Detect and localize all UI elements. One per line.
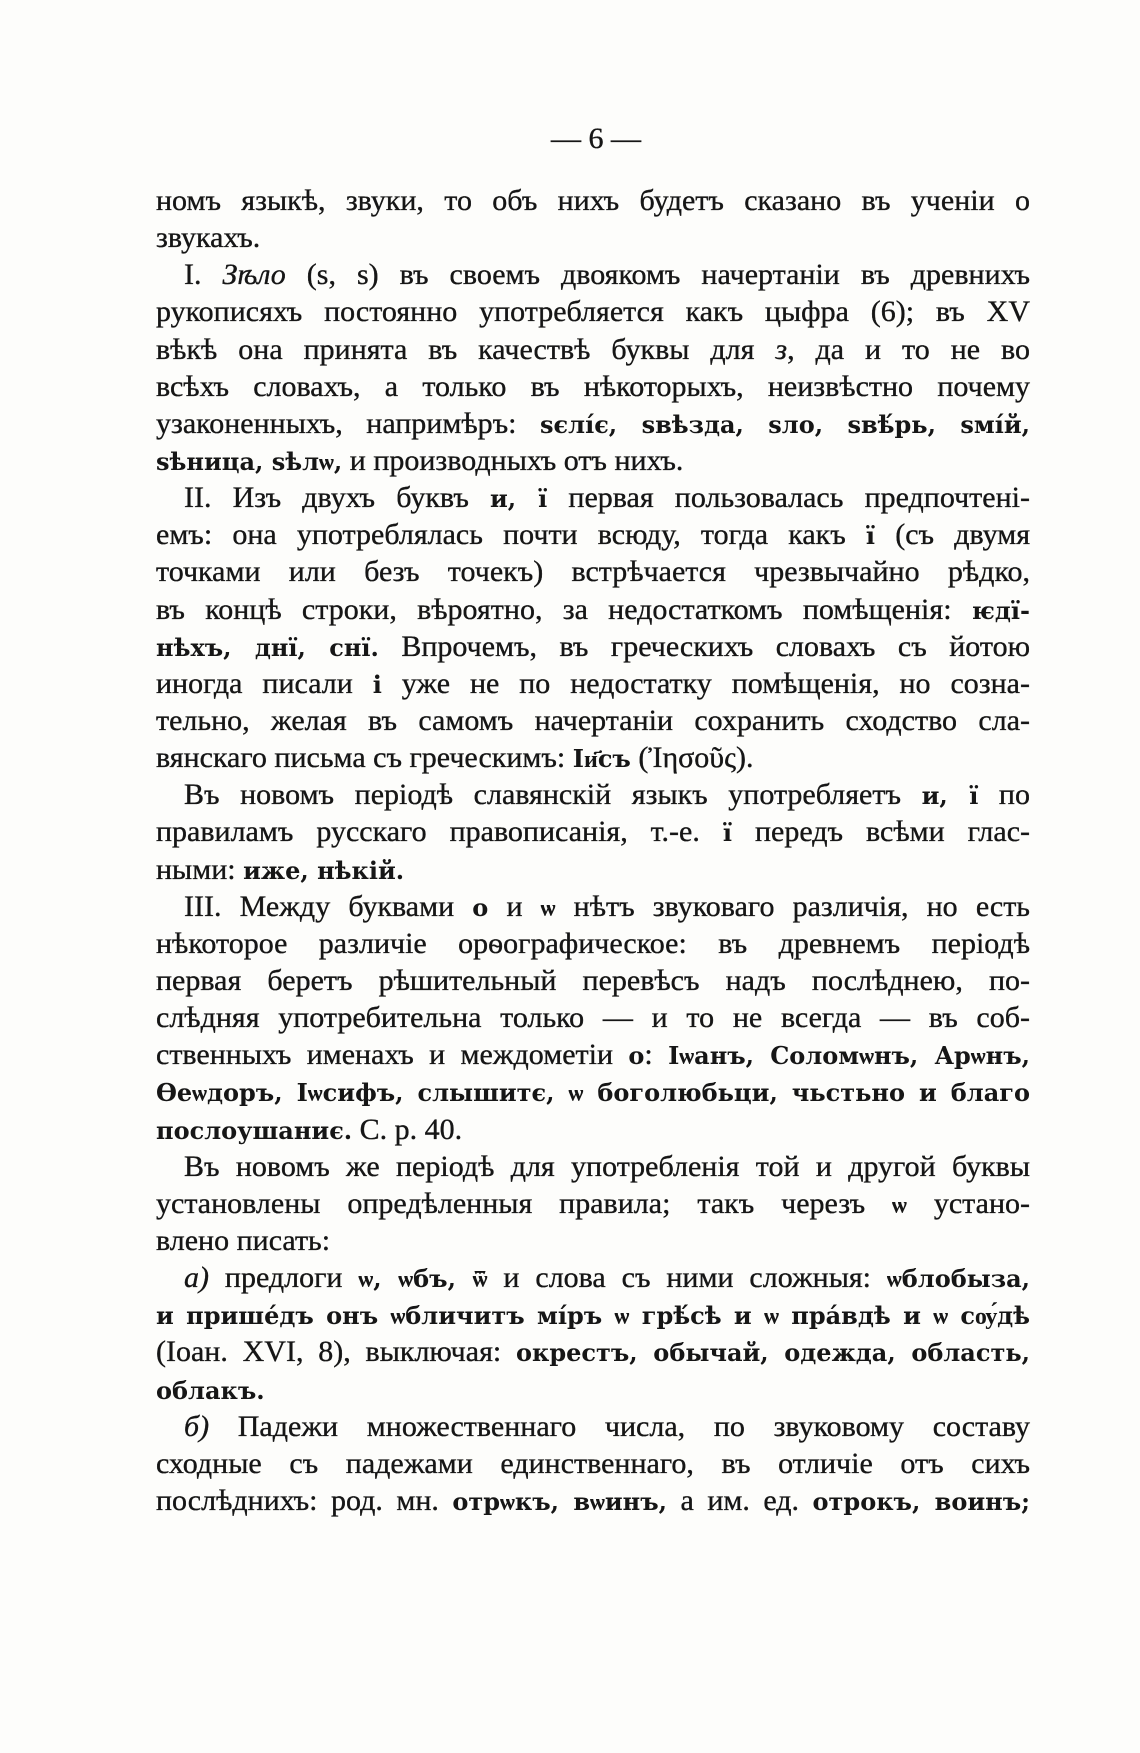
text-line — [156, 219, 1030, 256]
text-segment: Въ новомъ же періодѣ для употребленія той и другой буквы — [184, 1149, 1030, 1183]
slavonic-text: окрестъ, обычай, одежда, область, — [516, 1338, 1030, 1368]
text-line — [156, 888, 1030, 925]
text-segment: (съ двумя — [875, 518, 1030, 552]
text-segment: емъ: она употреблялась почти всюду, тогда какъ — [156, 518, 866, 552]
text-line — [156, 1371, 1030, 1408]
text-segment: первая беретъ рѣшительный перевѣсъ надъ послѣднею, по- — [156, 963, 1030, 997]
text-segment: I. — [184, 258, 223, 292]
text-line — [156, 1259, 1030, 1296]
text-line — [156, 405, 1030, 442]
text-segment: установлены опредѣленныя правила; такъ черезъ — [156, 1186, 893, 1220]
text-segment: уже не по недостатку помѣщенія, но созна- — [381, 666, 1030, 700]
slavonic-text: ѡблобыза, — [886, 1264, 1030, 1294]
text-segment: С. р. 40. — [352, 1112, 463, 1146]
text-segment: а им. ед. — [667, 1483, 813, 1517]
slavonic-text: о — [628, 1041, 645, 1071]
text-line — [156, 1036, 1030, 1073]
text-segment: устано- — [906, 1186, 1030, 1220]
text-line — [156, 479, 1030, 516]
text-line — [156, 256, 1030, 293]
text-line — [156, 1222, 1030, 1259]
slavonic-text: облакъ. — [156, 1375, 265, 1405]
text-segment: (Ἰησοῦς). — [630, 741, 754, 775]
text-line — [156, 851, 1030, 888]
text-line — [156, 739, 1030, 776]
text-segment: сходные съ падежами единственнаго, въ отличіе отъ сихъ — [156, 1446, 1030, 1480]
slavonic-text: Іи҃съ — [572, 744, 631, 774]
slavonic-text: Іѡанъ, Соломѡнъ, Арѡнъ, — [668, 1041, 1030, 1071]
slavonic-text: отрѡкъ, вѡинъ, — [452, 1486, 668, 1516]
page-number: — 6 — — [551, 122, 641, 155]
slavonic-text: Ѳеѡдоръ, Іѡсифъ, слышитє, ѡ боголюбьци, чьстьно и благо — [156, 1078, 1030, 1108]
slavonic-text: послоушаниє. — [156, 1115, 353, 1145]
text-segment: тельно, желая въ самомъ начертаніи сохранить сходство сла- — [156, 703, 1030, 737]
slavonic-text: і — [372, 669, 382, 699]
text-segment: всѣхъ словахъ, а только въ нѣкоторыхъ, неизвѣстно почему — [156, 369, 1030, 403]
text-line — [156, 591, 1030, 628]
italic-text: а) — [184, 1261, 209, 1295]
italic-text: з — [775, 332, 788, 366]
text-segment: иногда писали — [156, 666, 373, 700]
text-segment: влено писать: — [156, 1223, 331, 1257]
text-segment: точками или безъ точекъ) встрѣчается чрезвычайно рѣдко, — [156, 555, 1030, 589]
text-segment: вѣкѣ она принята въ качествѣ буквы для — [156, 332, 776, 366]
page-text — [156, 182, 1030, 1519]
text-segment: правиламъ русскаго правописанія, т.-е. — [156, 815, 723, 849]
text-line — [156, 702, 1030, 739]
text-line — [156, 776, 1030, 813]
slavonic-text: ї — [865, 521, 876, 551]
text-line — [156, 368, 1030, 405]
text-segment: узаконенныхъ, напримѣръ: — [156, 406, 541, 440]
text-segment: : — [644, 1038, 669, 1072]
text-line — [156, 999, 1030, 1036]
text-segment: (Іоан. XVI, 8), выключая: — [156, 1335, 517, 1369]
text-segment: Впрочемъ, въ греческихъ словахъ съ йотою — [378, 629, 1030, 663]
text-segment: и слова съ ними сложныя: — [487, 1261, 887, 1295]
text-segment: (ѕ, ѕ) въ своемъ двоякомъ начертаніи въ древнихъ — [285, 258, 1030, 292]
slavonic-text: ѕєлі́є, ѕвѣзда, ѕло, ѕвѣ́рь, ѕмі́й, — [540, 409, 1030, 439]
slavonic-text: нѣхъ, днї, снї. — [156, 632, 379, 662]
text-line — [156, 665, 1030, 702]
text-segment: передъ всѣми глас- — [731, 815, 1031, 849]
slavonic-text: и, ї — [489, 484, 548, 514]
text-segment: , да и то не во — [787, 332, 1030, 366]
slavonic-text: и, ї — [921, 781, 979, 811]
text-segment: послѣднихъ: род. мн. — [156, 1483, 453, 1517]
text-segment: вянскаго письма съ греческимъ: — [156, 741, 573, 775]
text-segment: Падежи множественнаго числа, по звуковому составу — [209, 1409, 1030, 1443]
slavonic-text: ѕѣница, ѕѣлѡ, — [156, 446, 343, 476]
text-line — [156, 553, 1030, 590]
text-segment: нѣтъ звуковаго различія, но есть — [555, 889, 1030, 923]
slavonic-text: и прише́дъ онъ ѡбличитъ мі́ръ ѡ грѣ́сѣ и ѡ пра́вдѣ и ѡ сѹ́дѣ — [156, 1301, 1030, 1331]
italic-text: б) — [184, 1409, 210, 1443]
text-segment: III. Между буквами — [184, 889, 473, 923]
text-line — [156, 442, 1030, 479]
text-segment: II. Изъ двухъ буквъ — [184, 481, 490, 515]
text-line — [156, 962, 1030, 999]
text-line — [156, 331, 1030, 368]
text-line — [156, 1148, 1030, 1185]
text-segment: ными: — [156, 852, 244, 886]
text-line — [156, 293, 1030, 330]
slavonic-text: ѥдї- — [971, 595, 1030, 625]
text-segment: ственныхъ именахъ и междометіи — [156, 1038, 629, 1072]
text-line — [156, 1482, 1030, 1519]
text-segment: въ концѣ строки, вѣроятно, за недостаткомъ помѣщенія: — [156, 592, 972, 626]
text-line — [156, 813, 1030, 850]
text-line — [156, 1073, 1030, 1110]
text-line — [156, 1333, 1030, 1370]
slavonic-text: о — [472, 892, 489, 922]
text-line — [156, 628, 1030, 665]
text-segment: звукахъ. — [156, 221, 261, 255]
text-segment: нѣкоторое различіе орѳографическое: въ древнемъ періодѣ — [156, 926, 1030, 960]
text-segment: и производныхъ отъ нихъ. — [342, 443, 684, 477]
slavonic-text: отрокъ, воинъ; — [812, 1486, 1030, 1516]
text-line — [156, 1185, 1030, 1222]
text-line — [156, 1445, 1030, 1482]
text-segment: рукописяхъ постоянно употребляется какъ цыфра (6); въ XV — [156, 295, 1030, 329]
text-line — [156, 182, 1030, 219]
text-line — [156, 1408, 1030, 1445]
italic-text: Зѣло — [222, 258, 286, 292]
slavonic-text: иже, нѣкій. — [243, 855, 405, 885]
slavonic-text: ѡ, ѡбъ, ѿ — [358, 1264, 488, 1294]
text-segment: первая пользовалась предпочтені- — [547, 481, 1030, 515]
text-line — [156, 925, 1030, 962]
slavonic-text: ѡ — [540, 892, 556, 922]
text-segment: по — [978, 778, 1030, 812]
text-segment: Въ новомъ періодѣ славянскій языкъ употребляетъ — [184, 778, 922, 812]
text-segment: и — [488, 889, 541, 923]
text-segment: предлоги — [209, 1261, 359, 1295]
text-line — [156, 1111, 1030, 1148]
text-line — [156, 1296, 1030, 1333]
slavonic-text: ї — [722, 818, 732, 848]
text-segment: номъ языкѣ, звуки, то объ нихъ будетъ сказано въ ученіи о — [156, 184, 1030, 217]
text-segment: слѣдняя употребительна только — и то не всегда — въ соб- — [156, 1001, 1030, 1035]
text-line — [156, 516, 1030, 553]
slavonic-text: ѡ — [892, 1189, 907, 1219]
